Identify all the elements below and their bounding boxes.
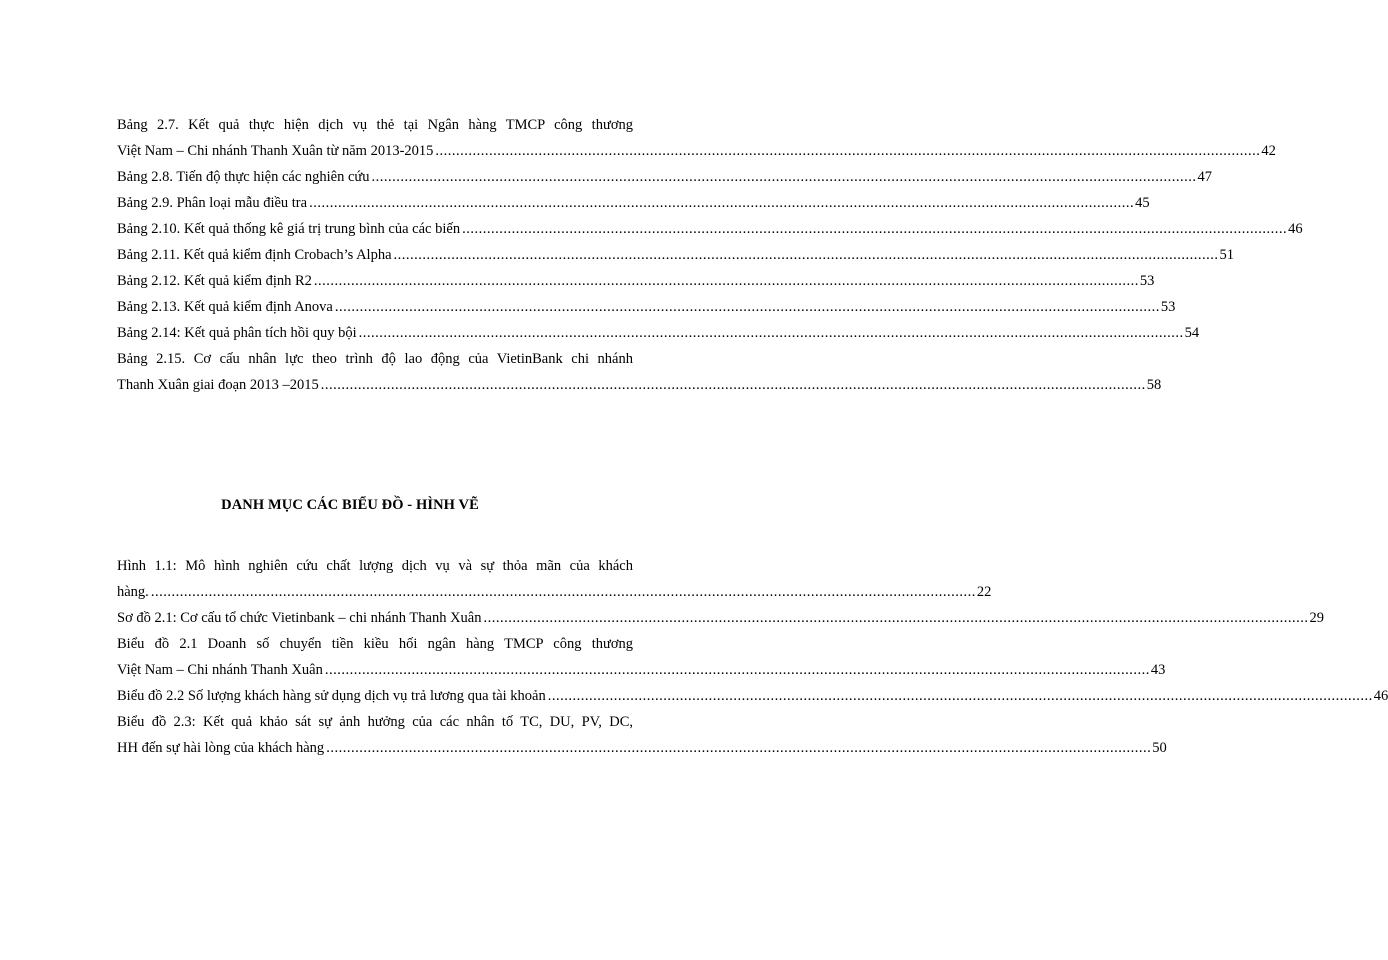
dot-leader: ........................................................................................................................................................................................................ (547, 688, 1373, 704)
page-number: 50 (1152, 740, 1167, 756)
toc-entry-text: Bảng 2.12. Kết quả kiểm định R2 (117, 273, 312, 289)
dot-leader: ........................................................................................................................................................................................................ (150, 584, 976, 600)
dot-leader: ........................................................................................................................................................................................................ (371, 169, 1197, 185)
toc-entry-text: Bảng 2.13. Kết quả kiểm định Anova (117, 299, 333, 315)
toc-entry-text: Việt Nam – Chi nhánh Thanh Xuân (117, 662, 323, 678)
toc-entry-table-2-10 (117, 216, 1303, 242)
dot-leader: ........................................................................................................................................................................................................ (324, 662, 1150, 678)
toc-entry-text: Biểu đồ 2.3: Kết quả khảo sát sự ảnh hưởng của các nhân tố TC, DU, PV, DC, (117, 714, 633, 730)
toc-entry-text: Hình 1.1: Mô hình nghiên cứu chất lượng dịch vụ và sự thỏa mãn của khách (117, 558, 633, 574)
toc-entry-text: Bảng 2.11. Kết quả kiểm định Crobach’s Alpha (117, 247, 392, 263)
toc-entry-table-2-15 (117, 346, 1162, 398)
page-number: 47 (1197, 169, 1213, 185)
toc-entry-figure-1-1 (117, 553, 992, 605)
toc-entry-table-2-8 (117, 164, 1213, 190)
toc-entry-text: hàng. (117, 584, 149, 600)
dot-leader: ........................................................................................................................................................................................................ (326, 740, 1152, 756)
toc-entry-text: Biểu đồ 2.1 Doanh số chuyển tiền kiều hối ngân hàng TMCP công thương (117, 636, 633, 652)
table-list (117, 112, 1303, 398)
toc-entry-table-2-13 (117, 294, 1176, 320)
dot-leader: ........................................................................................................................................................................................................ (358, 325, 1184, 341)
toc-entry-text: Bảng 2.8. Tiến độ thực hiện các nghiên cứu (117, 169, 370, 185)
dot-leader: ........................................................................................................................................................................................................ (334, 299, 1160, 315)
page-number: 53 (1139, 273, 1155, 289)
toc-entry-table-2-9 (117, 190, 1150, 216)
toc-entry-text: Bảng 2.7. Kết quả thực hiện dịch vụ thẻ tại Ngân hàng TMCP công thương (117, 117, 633, 133)
dot-leader: ........................................................................................................................................................................................................ (313, 273, 1139, 289)
toc-entry-text: Sơ đồ 2.1: Cơ cấu tổ chức Vietinbank – chi nhánh Thanh Xuân (117, 610, 482, 626)
page-number: 46 (1288, 221, 1303, 237)
toc-entry-text: Biểu đồ 2.2 Số lượng khách hàng sử dụng dịch vụ trả lương qua tài khoản (117, 688, 546, 704)
dot-leader: ........................................................................................................................................................................................................ (320, 377, 1146, 393)
page-number: 58 (1146, 377, 1162, 393)
toc-entry-chart-2-1 (117, 631, 1166, 683)
page-number: 54 (1184, 325, 1200, 341)
dot-leader: ........................................................................................................................................................................................................ (309, 195, 1135, 211)
toc-entry-text: Bảng 2.14: Kết quả phân tích hồi quy bội (117, 325, 357, 341)
page-number: 45 (1135, 195, 1150, 211)
page-number: 51 (1219, 247, 1235, 263)
figure-list (117, 553, 1388, 761)
toc-entry-text: Thanh Xuân giai đoạn 2013 –2015 (117, 377, 319, 393)
figures-heading: DANH MỤC CÁC BIỂU ĐỒ - HÌNH VẼ (221, 497, 479, 513)
page-number: 53 (1160, 299, 1176, 315)
toc-entry-table-2-12 (117, 268, 1155, 294)
toc-entry-chart-2-3 (117, 709, 1167, 761)
page-number: 42 (1261, 143, 1276, 159)
page-number: 46 (1373, 688, 1388, 704)
toc-entry-table-2-14 (117, 320, 1200, 346)
toc-entry-table-2-11 (117, 242, 1235, 268)
toc-entry-text: HH đến sự hài lòng của khách hàng (117, 740, 325, 756)
toc-entry-text: Bảng 2.9. Phân loại mẫu điều tra (117, 195, 308, 211)
toc-entry-diagram-2-1 (117, 605, 1324, 631)
dot-leader: ........................................................................................................................................................................................................ (483, 610, 1309, 626)
toc-entry-text: Bảng 2.10. Kết quả thống kê giá trị trung bình của các biến (117, 221, 461, 237)
page-number: 22 (976, 584, 992, 600)
toc-entry-chart-2-2 (117, 683, 1388, 709)
page-number: 29 (1309, 610, 1324, 626)
dot-leader: ........................................................................................................................................................................................................ (462, 221, 1288, 237)
toc-entry-table-2-7 (117, 112, 1276, 164)
page-number: 43 (1150, 662, 1166, 678)
toc-entry-text: Bảng 2.15. Cơ cấu nhân lực theo trình độ lao động của VietinBank chi nhánh (117, 351, 633, 367)
dot-leader: ........................................................................................................................................................................................................ (435, 143, 1261, 159)
dot-leader: ........................................................................................................................................................................................................ (393, 247, 1219, 263)
toc-entry-text: Việt Nam – Chi nhánh Thanh Xuân từ năm 2013-2015 (117, 143, 434, 159)
